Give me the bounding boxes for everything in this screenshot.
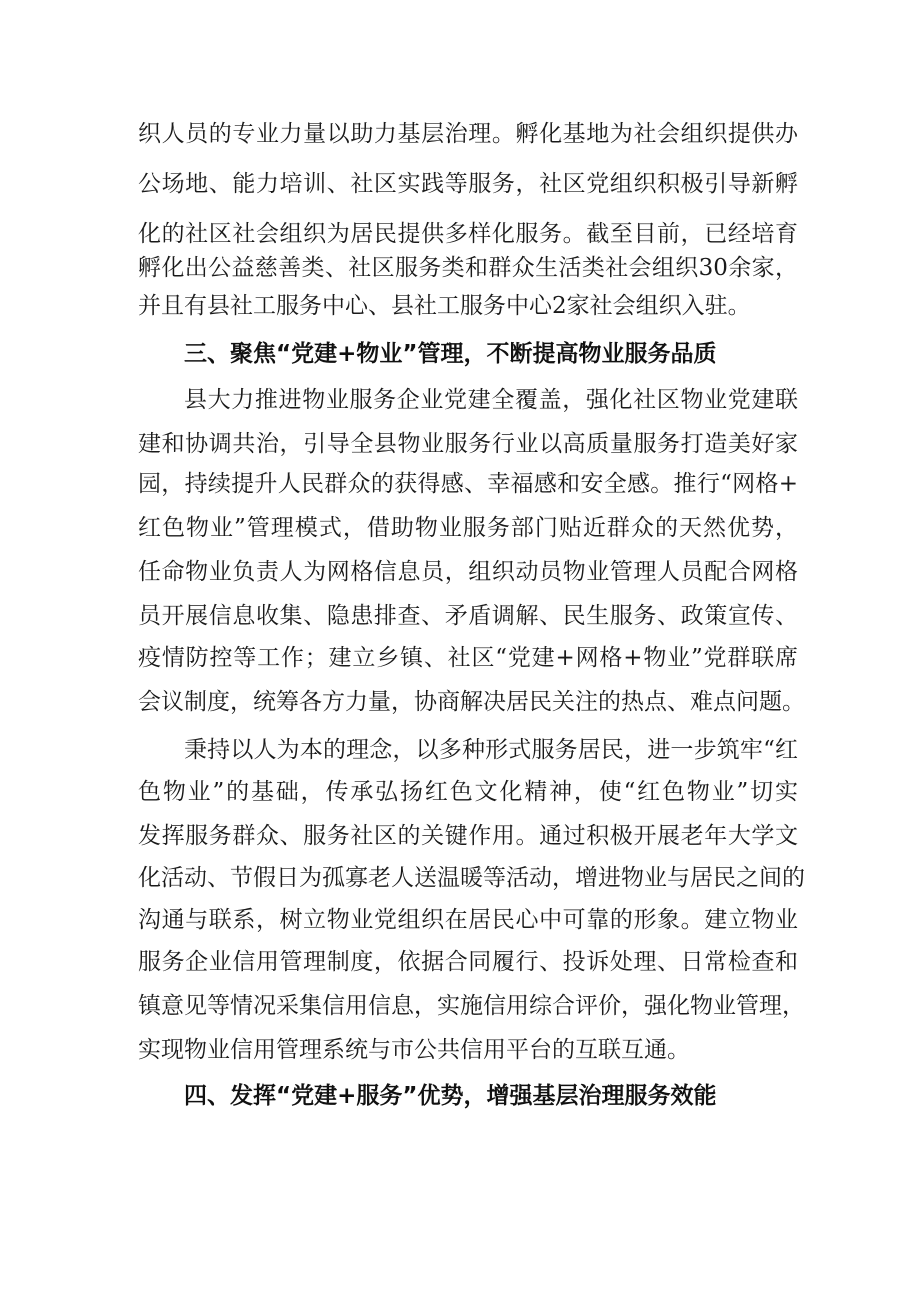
paragraph-line: 任命物业负责人为网格信息员，组织动员物业管理人员配合网格 [138, 559, 798, 585]
paragraph-line: 色物业”的基础，传承弘扬红色文化精神，使“红色物业”切实 [138, 779, 798, 805]
paragraph-line: 疫情防控等工作；建立乡镇、社区“党建+网格+物业”党群联席 [138, 645, 798, 671]
section-heading-3: 三、聚焦“党建+物业”管理，不断提高物业服务品质 [184, 341, 717, 367]
paragraph-line: 实现物业信用管理系统与市公共信用平台的互联互通。 [138, 1037, 690, 1063]
paragraph-line: 员开展信息收集、隐患排查、矛盾调解、民生服务、政策宣传、 [138, 603, 798, 629]
paragraph-line: 红色物业”管理模式，借助物业服务部门贴近群众的天然优势， [138, 515, 798, 541]
paragraph-line: 建和协调共治，引导全县物业服务行业以高质量服务打造美好家 [138, 431, 798, 457]
paragraph-line: 秉持以人为本的理念，以多种形式服务居民，进一步筑牢“红 [184, 737, 798, 763]
paragraph-line: 沟通与联系，树立物业党组织在居民心中可靠的形象。建立物业 [138, 907, 798, 933]
paragraph-line: 化活动、节假日为孤寡老人送温暖等活动，增进物业与居民之间的 [138, 865, 805, 891]
paragraph-line: 孵化出公益慈善类、社区服务类和群众生活类社会组织30余家， [138, 255, 798, 281]
paragraph-line: 织人员的专业力量以助力基层治理。孵化基地为社会组织提供办 [138, 121, 798, 147]
paragraph-line: 会议制度，统筹各方力量，协商解决居民关注的热点、难点问题。 [138, 689, 805, 715]
section-heading-4: 四、发挥“党建+服务”优势，增强基层治理服务效能 [184, 1083, 717, 1109]
paragraph-line: 化的社区社会组织为居民提供多样化服务。截至目前，已经培育 [138, 221, 798, 247]
paragraph-line: 并且有县社工服务中心、县社工服务中心2家社会组织入驻。 [138, 293, 751, 319]
paragraph-line: 镇意见等情况采集信用信息，实施信用综合评价，强化物业管理， [138, 993, 805, 1019]
paragraph-line: 县大力推进物业服务企业党建全覆盖，强化社区物业党建联 [184, 387, 798, 413]
paragraph-line: 公场地、能力培训、社区实践等服务，社区党组织积极引导新孵 [138, 171, 798, 197]
paragraph-line: 服务企业信用管理制度，依据合同履行、投诉处理、日常检查和 [138, 949, 798, 975]
paragraph-line: 园，持续提升人民群众的获得感、幸福感和安全感。推行“网格+ [138, 471, 798, 497]
paragraph-line: 发挥服务群众、服务社区的关键作用。通过积极开展老年大学文 [138, 823, 798, 849]
